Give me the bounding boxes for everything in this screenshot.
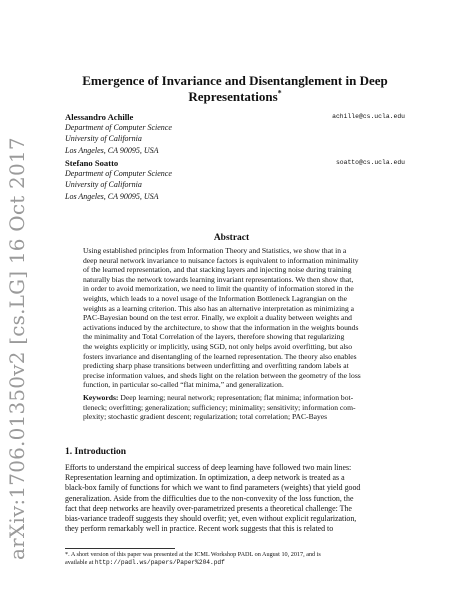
- body-line: black-box family of functions for which we want to find parameters (weights) that yield good: [65, 483, 361, 493]
- abstract-line: weights as a learning criterion. This also has an alternative interpretation as minimizing a: [83, 303, 355, 313]
- abstract-line: PAC-Bayesian bound on the test error. Finally, we exploit a duality between weights and: [83, 313, 352, 323]
- keywords-label: Keywords:: [83, 392, 119, 402]
- body-line: they perform remarkably well in practice. Recent work suggests that this is related to: [65, 524, 334, 534]
- author-email-1[interactable]: achille@cs.ucla.edu: [332, 113, 405, 120]
- body-line: Efforts to understand the empirical success of deep learning have followed two main lines:: [65, 463, 352, 472]
- affiliation-dept: Department of Computer Science: [65, 123, 172, 132]
- title-line-1: Emergence of Invariance and Disentanglement in Deep: [82, 73, 388, 88]
- abstract-line: predicting sharp phase transitions between underfitting and overfitting random labels at: [83, 361, 349, 371]
- abstract-line: fosters invariance and disentangling of the learned representation. The theory also enables: [83, 351, 357, 361]
- abstract-line: activations induced by the architecture, to show that the information in the weights bounds: [83, 322, 359, 332]
- author-affiliation-1: [65, 122, 172, 156]
- author-name-1: Alessandro Achille: [65, 112, 134, 122]
- abstract-line: function, in particular so-called “flat minima,” and generalization.: [83, 380, 284, 390]
- abstract-heading: Abstract: [213, 233, 250, 243]
- footnote-url-link[interactable]: http://padl.ws/papers/Paper%204.pdf: [94, 559, 225, 566]
- footnote-rule: [65, 548, 175, 549]
- affiliation-univ: University of California: [65, 180, 142, 190]
- author-email-2[interactable]: soatto@cs.ucla.edu: [335, 159, 405, 166]
- section-heading-introduction: 1. Introduction: [65, 447, 127, 457]
- body-line: fact that deep networks are heavily over-parametrized presents a theoretical challenge: The: [65, 503, 352, 513]
- abstract-line: the weights explicitly or implicitly, using SGD, not only helps avoid overfitting, but also: [83, 341, 353, 351]
- abstract-body: [83, 246, 383, 422]
- abstract-line: Using established principles from Information Theory and Statistics, we show that in a: [83, 246, 347, 255]
- abstract-line: deep neural network invariance to nuisance factors is equivalent to information minimality: [83, 255, 359, 265]
- abstract-line: weights, which leads to a novel usage of the Information Bottleneck Lagrangian on the: [83, 293, 348, 303]
- footnote-line-1: *. A short version of this paper was presented at the ICML Workshop PADL on August 10, 2017, and is: [65, 551, 321, 558]
- affiliation-univ: University of California: [65, 134, 142, 144]
- affiliation-city: Los Angeles, CA 90095, USA: [65, 191, 159, 201]
- affiliation-city: Los Angeles, CA 90095, USA: [65, 145, 159, 155]
- abstract-line: the minimality and Total Correlation of the layers, therefore showing that regularizing: [83, 332, 345, 342]
- paper-title: [60, 73, 410, 105]
- author-name-2: Stefano Soatto: [65, 158, 119, 168]
- body-line: generalization. Aside from the difficulties due to the non-convexity of the loss function, the: [65, 493, 354, 503]
- body-line: bias-variance tradeoff suggests they should overfit; yet, even without explicit regularization,: [65, 514, 357, 524]
- abstract-line: in order to avoid memorization, we need to limit the quantity of information stored in the: [83, 284, 354, 294]
- abstract-line: of the learned representation, and that stacking layers and injecting noise during training: [83, 265, 352, 275]
- abstract-line: naturally bias the network towards learning invariant representations. We then show that,: [83, 274, 354, 284]
- footnote-line-2: [65, 559, 408, 567]
- keywords-line: plexity; stochastic gradient descent; regularization; total correlation; PAC-Bayes: [83, 412, 328, 422]
- affiliation-dept: Department of Computer Science: [65, 169, 172, 178]
- keywords-line: tleneck; overfitting; generalization; sufficiency; minimality; sensitivity; information com-: [83, 402, 356, 412]
- body-line: Representation learning and optimization. In optimization, a deep network is treated as a: [65, 473, 345, 483]
- keywords-line: [83, 393, 383, 403]
- footnote: [65, 551, 408, 567]
- title-line-2: [60, 89, 410, 105]
- introduction-body: [65, 463, 408, 534]
- author-affiliation-2: [65, 168, 172, 202]
- arxiv-identifier[interactable]: arXiv:1706.01350v2 [cs.LG] 16 Oct 2017: [5, 137, 29, 560]
- title-line-2-text: Representations: [188, 89, 278, 104]
- abstract-line: precise information values, and sheds light on the relation between the geometry of the loss: [83, 370, 361, 380]
- title-footnote-mark[interactable]: *: [277, 88, 282, 98]
- footnote-available: available at: [65, 559, 95, 566]
- keywords-text: Deep learning; neural network; representation; flat minima; information bot-: [118, 392, 354, 402]
